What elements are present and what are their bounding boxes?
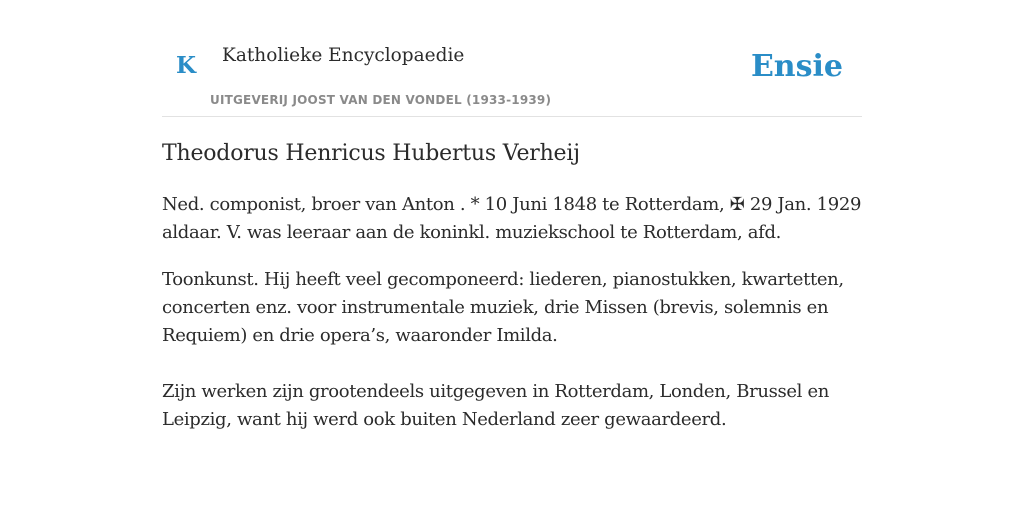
brand-logo[interactable]: Ensie [750,49,843,84]
entry-paragraph: Toonkunst. Hij heeft veel gecomponeerd: liederen, pianostukken, kwartetten, concerten enz. voor instrumentale muziek, drie Missen (brevis, solemnis en Requiem) en drie opera’s, waaronder Imilda. [162,269,844,346]
site-title[interactable]: Katholieke Encyclopaedie [222,45,465,66]
site-logo[interactable]: K [176,52,196,79]
article [162,138,862,434]
site-subtitle: UITGEVERIJ JOOST VAN DEN VONDEL (1933-1939) [210,93,552,107]
site-header [162,0,862,117]
entry-paragraph: Zijn werken zijn grootendeels uitgegeven in Rotterdam, Londen, Brussel en Leipzig, want hij werd ook buiten Nederland zeer gewaardeerd. [162,381,829,430]
entry-title: Theodorus Henricus Hubertus Verheij [162,141,580,166]
entry-paragraph: Ned. componist, broer van Anton . * 10 Juni 1848 te Rotterdam, ✠ 29 Jan. 1929 aldaar. V. was leeraar aan de koninkl. muziekschool te Rotterdam, afd. [162,194,862,243]
